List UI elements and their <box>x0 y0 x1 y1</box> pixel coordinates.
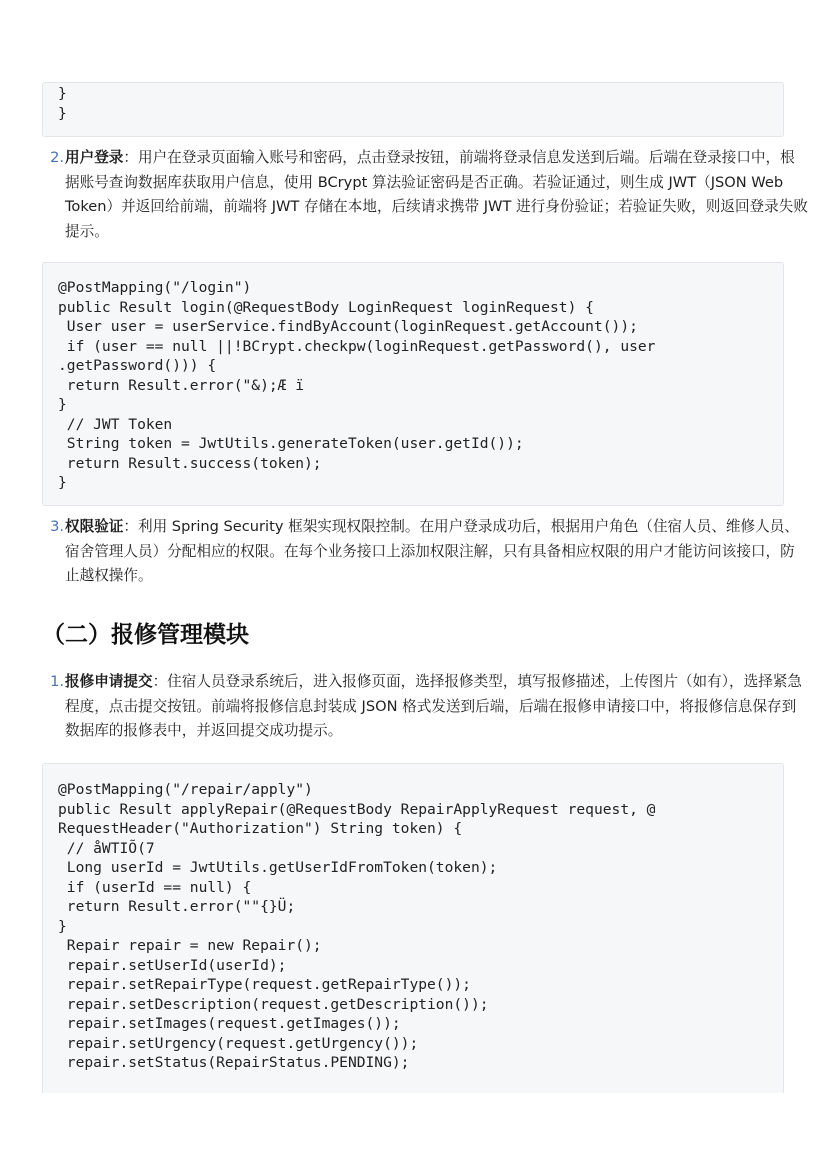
list-number: 2. <box>50 149 64 166</box>
list-number: 3. <box>50 518 64 535</box>
code-block-login <box>42 262 784 506</box>
list-item-lead: 权限验证 <box>65 518 124 535</box>
list-item-text <box>65 146 808 244</box>
list-item-lead: 用户登录 <box>65 149 124 166</box>
list-item-body: ：住宿人员登录系统后，进入报修页面，选择报修类型，填写报修描述，上传图片（如有），选择紧急程度，点击提交按钮。前端将报修信息封装成 JSON 格式发送到后端，后端在报修申请接口中，将报修信息保存到数据库的报修表中，并返回提交成功提示。 <box>65 673 803 739</box>
code-text: @PostMapping("/repair/apply") public Result applyRepair(@RequestBody RepairApplyRequest request, @ RequestHeader("Authorization") String token) { // åWTIÕ(7 Long userId = JwtUtils.getUserIdFromToken(token); if (userId == null) { return Result.error(""{}Ü; } Repair repair = new Repair(); repair.setUserId(userId); repair.setRepairType(request.getRepairType()); repair.setDescription(request.getDescription()); repair.setImages(request.getImages()); repair.setUrgency(request.getUrgency()); repair.setStatus(RepairStatus.PENDING); <box>58 781 656 1071</box>
section-heading: （二）报修管理模块 <box>42 622 249 648</box>
code-block-repair <box>42 763 784 1093</box>
list-item-body: ：用户在登录页面输入账号和密码，点击登录按钮，前端将登录信息发送到后端。后端在登录接口中，根据账号查询数据库获取用户信息，使用 BCrypt 算法验证密码是否正确。若验证通过，则生成 JWT（JSON Web Token）并返回给前端，前端将 JWT 存储在本地，后续请求携带 JWT 进行身份验证；若验证失败，则返回登录失败提示。 <box>65 149 808 240</box>
list-item-text <box>65 515 808 589</box>
list-number: 1. <box>50 673 64 690</box>
code-block-top <box>42 82 784 137</box>
code-text: } } <box>58 85 67 122</box>
list-item-lead: 报修申请提交 <box>65 673 153 690</box>
code-text: @PostMapping("/login") public Result login(@RequestBody LoginRequest loginRequest) { User user = userService.findByAccount(loginRequest.getAccount()); if (user == null ||!BCrypt.checkpw(loginRequest.getPassword(), user .getPassword())) { return Result.error("&);Æ ï } // JWT Token String token = JwtUtils.generateToken(user.getId()); return Result.success(token); } <box>58 279 656 491</box>
list-item-body: ：利用 Spring Security 框架实现权限控制。在用户登录成功后，根据用户角色（住宿人员、维修人员、宿舍管理人员）分配相应的权限。在每个业务接口上添加权限注解，只有具备相应权限的用户才能访问该接口，防止越权操作。 <box>65 518 799 584</box>
list-item-text <box>65 670 808 744</box>
